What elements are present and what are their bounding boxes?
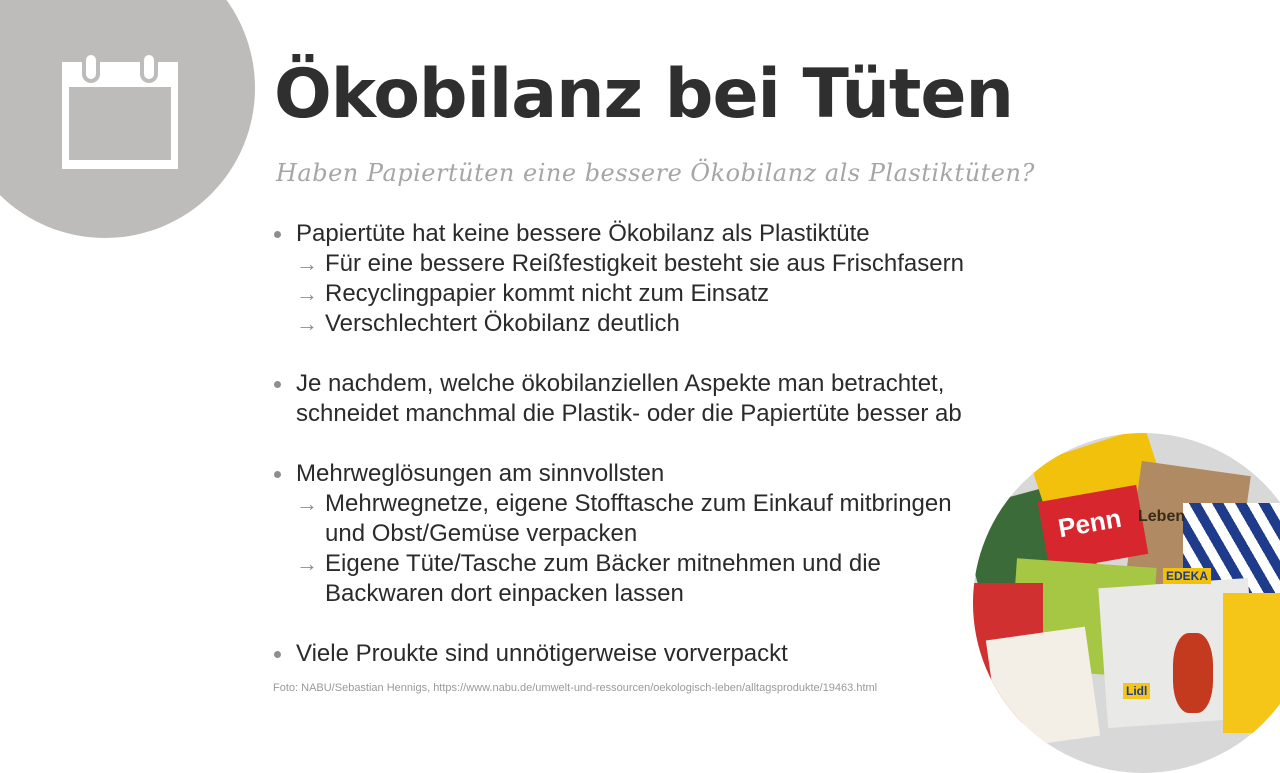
bag-label: Penn	[1055, 502, 1124, 544]
bullet-text: Je nachdem, welche ökobilanziellen Aspekte man betrachtet,	[296, 370, 945, 397]
sub-point-continued: Backwaren dort einpacken lassen	[325, 580, 684, 607]
arrow-right-icon: →	[296, 491, 318, 516]
sub-point-text: Recyclingpapier kommt nicht zum Einsatz	[325, 280, 770, 307]
bullet-item	[274, 459, 994, 609]
bag-shape	[986, 627, 1100, 750]
photo-credit: Foto: NABU/Sebastian Hennigs, https://www.nabu.de/umwelt-und-ressourcen/oekologisch-leben/alltagsprodukte/19463.html	[273, 682, 878, 694]
bullet-text: Papiertüte hat keine bessere Ökobilanz als Plastiktüte	[296, 220, 870, 247]
bullet-dot	[274, 381, 281, 388]
sub-point	[296, 489, 994, 519]
bullet-item	[274, 639, 994, 669]
arrow-right-icon: →	[296, 311, 318, 336]
sub-point	[296, 309, 994, 339]
sub-point-continued: und Obst/Gemüse verpacken	[325, 520, 638, 547]
sub-point-text: Mehrwegnetze, eigene Stofftasche zum Einkauf mitbringen	[325, 490, 952, 517]
bag-label: Leben	[1138, 508, 1186, 525]
bag-shape	[1173, 633, 1213, 713]
slide-subtitle: Haben Papiertüten eine bessere Ökobilanz als Plastiktüten?	[276, 159, 1035, 187]
bullet-dot	[274, 471, 281, 478]
bag-label: EDEKA	[1163, 568, 1211, 584]
sub-point-text: Verschlechtert Ökobilanz deutlich	[325, 310, 680, 337]
bullet-item	[274, 369, 994, 429]
arrow-right-icon: →	[296, 551, 318, 576]
arrow-right-icon: →	[296, 281, 318, 306]
bullet-list	[274, 219, 994, 699]
bullet-dot	[274, 651, 281, 658]
bullet-text: Viele Proukte sind unnötigerweise vorverpackt	[296, 640, 788, 667]
slide-title: Ökobilanz bei Tüten	[274, 55, 1013, 134]
bullet-text: Mehrweglösungen am sinnvollsten	[296, 460, 665, 487]
sub-point-text: Eigene Tüte/Tasche zum Bäcker mitnehmen und die	[325, 550, 881, 577]
bag-label: Lidl	[1123, 683, 1150, 699]
calendar-icon	[62, 53, 178, 169]
sub-point	[296, 249, 994, 279]
bullet-text: schneidet manchmal die Plastik- oder die Papiertüte besser ab	[296, 400, 962, 427]
arrow-right-icon: →	[296, 251, 318, 276]
bag-shape	[1223, 593, 1280, 733]
bullet-item	[274, 219, 994, 339]
shopping-bags-photo	[973, 433, 1280, 773]
bullet-dot	[274, 231, 281, 238]
sub-point	[296, 279, 994, 309]
sub-point-text: Für eine bessere Reißfestigkeit besteht sie aus Frischfasern	[325, 250, 964, 277]
sub-point	[296, 549, 994, 579]
